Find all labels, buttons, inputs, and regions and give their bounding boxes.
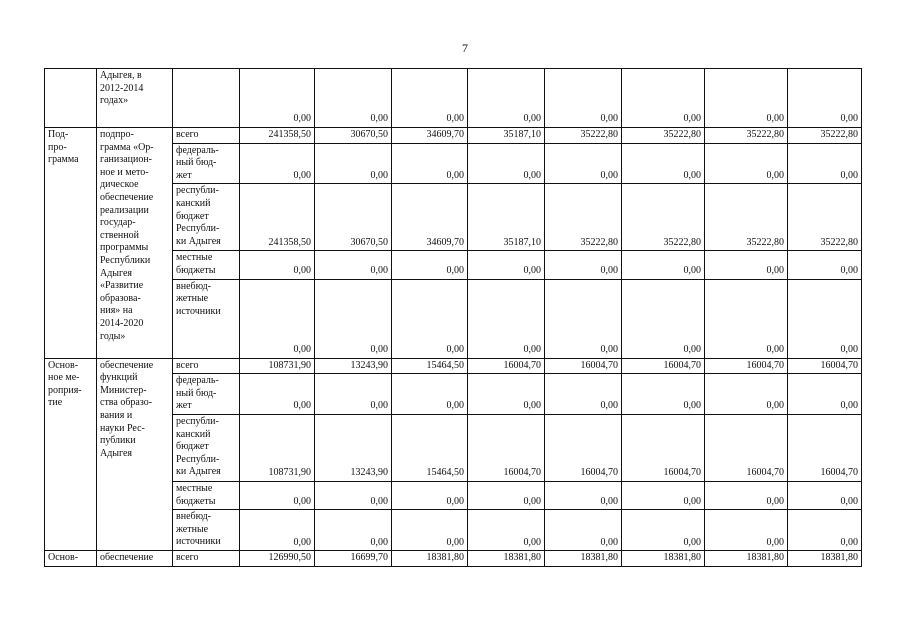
value-cell: 18381,80 [468,551,545,567]
value-cell: 35187,10 [468,128,545,144]
row-name-cell: обеспечение функций Министер- ства образо- вания и науки Рес- публики Адыгея [97,358,173,551]
row-name-cell: Адыгея, в 2012-2014 годах» [97,69,173,128]
value-cell: 16004,70 [545,358,622,374]
value-cell: 13243,90 [315,358,392,374]
value-cell: 0,00 [392,510,468,551]
value-cell: 0,00 [468,143,545,184]
value-cell: 16004,70 [705,358,788,374]
page-number: 7 [462,41,468,55]
value-cell: 15464,50 [392,358,468,374]
value-cell: 0,00 [468,69,545,128]
value-cell: 35222,80 [545,128,622,144]
value-cell: 0,00 [545,251,622,279]
source-cell [173,69,240,128]
value-cell: 0,00 [468,374,545,415]
value-cell: 35187,10 [468,184,545,251]
value-cell: 0,00 [705,481,788,509]
value-cell: 0,00 [240,69,315,128]
value-cell: 16004,70 [622,358,705,374]
value-cell: 0,00 [788,374,862,415]
value-cell: 0,00 [705,510,788,551]
value-cell: 18381,80 [705,551,788,567]
value-cell: 0,00 [392,279,468,358]
value-cell: 0,00 [392,481,468,509]
value-cell: 16004,70 [622,414,705,481]
value-cell: 0,00 [392,251,468,279]
value-cell: 35222,80 [788,184,862,251]
source-cell: внебюд- жетные источники [173,279,240,358]
value-cell: 241358,50 [240,128,315,144]
value-cell: 0,00 [240,481,315,509]
source-cell: республи- канский бюджет Республи- ки Адыгея [173,184,240,251]
value-cell: 16699,70 [315,551,392,567]
value-cell: 0,00 [788,143,862,184]
value-cell: 108731,90 [240,358,315,374]
value-cell: 0,00 [468,481,545,509]
value-cell: 0,00 [468,251,545,279]
value-cell: 18381,80 [788,551,862,567]
value-cell: 15464,50 [392,414,468,481]
value-cell: 35222,80 [545,184,622,251]
source-cell: местные бюджеты [173,481,240,509]
value-cell: 0,00 [545,374,622,415]
table-row [45,69,862,128]
value-cell: 0,00 [622,251,705,279]
value-cell: 34609,70 [392,128,468,144]
value-cell: 0,00 [788,481,862,509]
value-cell: 0,00 [315,251,392,279]
value-cell: 0,00 [788,69,862,128]
row-type-cell: Основ- [45,551,97,567]
value-cell: 0,00 [240,279,315,358]
row-type-cell: Основ- ное ме- роприя- тие [45,358,97,551]
value-cell: 0,00 [240,143,315,184]
source-cell: всего [173,551,240,567]
value-cell: 0,00 [545,279,622,358]
source-cell: всего [173,358,240,374]
value-cell: 0,00 [392,374,468,415]
value-cell: 35222,80 [705,128,788,144]
value-cell: 0,00 [705,143,788,184]
value-cell: 0,00 [705,279,788,358]
source-cell: внебюд- жетные источники [173,510,240,551]
value-cell: 30670,50 [315,184,392,251]
value-cell: 0,00 [392,69,468,128]
value-cell: 0,00 [315,69,392,128]
value-cell: 16004,70 [468,414,545,481]
value-cell: 0,00 [622,481,705,509]
value-cell: 16004,70 [705,414,788,481]
value-cell: 0,00 [545,69,622,128]
value-cell: 0,00 [468,279,545,358]
value-cell: 18381,80 [622,551,705,567]
table-row [45,128,862,144]
value-cell: 0,00 [622,69,705,128]
value-cell: 13243,90 [315,414,392,481]
value-cell: 0,00 [240,510,315,551]
value-cell: 0,00 [468,510,545,551]
value-cell: 0,00 [788,251,862,279]
value-cell: 0,00 [622,143,705,184]
row-name-cell: обеспечение [97,551,173,567]
value-cell: 30670,50 [315,128,392,144]
table-row [45,551,862,567]
value-cell: 18381,80 [392,551,468,567]
value-cell: 0,00 [315,481,392,509]
value-cell: 16004,70 [468,358,545,374]
value-cell: 0,00 [788,510,862,551]
value-cell: 0,00 [705,69,788,128]
value-cell: 35222,80 [622,128,705,144]
value-cell: 35222,80 [622,184,705,251]
row-name-cell: подпро- грамма «Ор- ганизацион- ное и мето- дическое обеспечение реализации государ- ственной программы Республики Адыгея «Развитие образова- ния» на 2014-2020 годы» [97,128,173,359]
value-cell: 108731,90 [240,414,315,481]
value-cell: 0,00 [240,374,315,415]
value-cell: 0,00 [315,374,392,415]
value-cell: 126990,50 [240,551,315,567]
table-row [45,358,862,374]
value-cell: 34609,70 [392,184,468,251]
value-cell: 0,00 [545,481,622,509]
budget-table [44,68,862,567]
value-cell: 16004,70 [545,414,622,481]
value-cell: 0,00 [788,279,862,358]
value-cell: 0,00 [705,251,788,279]
value-cell: 16004,70 [788,358,862,374]
value-cell: 0,00 [545,143,622,184]
value-cell: 0,00 [545,510,622,551]
value-cell: 0,00 [315,510,392,551]
row-type-cell [45,69,97,128]
value-cell: 35222,80 [705,184,788,251]
value-cell: 241358,50 [240,184,315,251]
value-cell: 0,00 [622,510,705,551]
source-cell: всего [173,128,240,144]
value-cell: 0,00 [705,374,788,415]
value-cell: 0,00 [240,251,315,279]
row-type-cell: Под- про- грамма [45,128,97,359]
source-cell: республи- канский бюджет Республи- ки Адыгея [173,414,240,481]
value-cell: 0,00 [315,279,392,358]
source-cell: местные бюджеты [173,251,240,279]
value-cell: 0,00 [622,374,705,415]
value-cell: 0,00 [392,143,468,184]
value-cell: 0,00 [315,143,392,184]
value-cell: 16004,70 [788,414,862,481]
value-cell: 35222,80 [788,128,862,144]
value-cell: 18381,80 [545,551,622,567]
source-cell: федераль- ный бюд- жет [173,374,240,415]
source-cell: федераль- ный бюд- жет [173,143,240,184]
value-cell: 0,00 [622,279,705,358]
